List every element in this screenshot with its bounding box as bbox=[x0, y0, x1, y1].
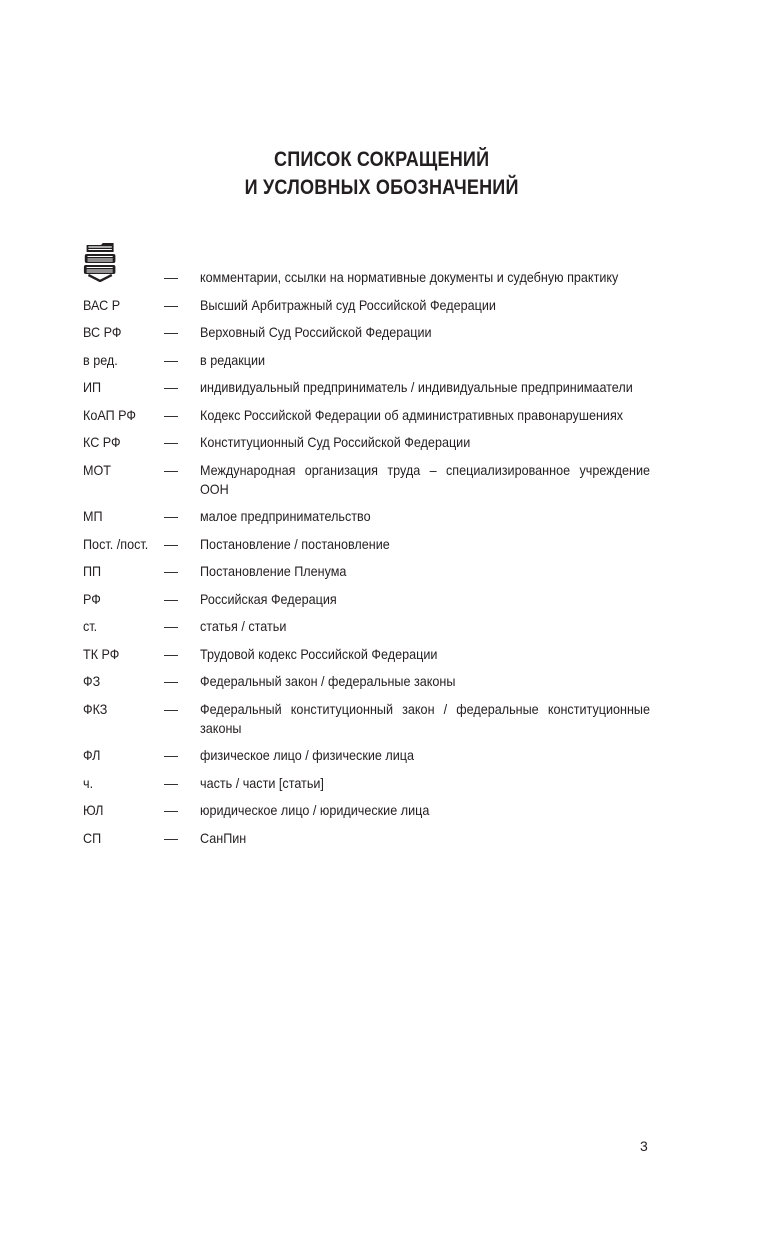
separator-dash: — bbox=[164, 296, 178, 313]
separator-dash: — bbox=[164, 535, 178, 552]
abbreviation-definition: юридическое лицо / юридические лица bbox=[200, 802, 430, 818]
abbreviation-definition: в редакции bbox=[200, 351, 266, 368]
abbreviation-list bbox=[83, 242, 650, 856]
separator-dash: — bbox=[164, 802, 178, 818]
abbreviation-term: ЮЛ bbox=[83, 802, 104, 818]
abbreviation-term: СП bbox=[83, 829, 102, 846]
abbreviation-term: ФКЗ bbox=[83, 700, 108, 717]
abbreviation-row bbox=[83, 562, 650, 581]
abbreviation-term: в ред. bbox=[83, 351, 118, 368]
abbreviation-term: ВАС Р bbox=[83, 296, 121, 313]
abbreviation-term: КоАП РФ bbox=[83, 406, 137, 423]
abbreviation-definition: Высший Арбитражный суд Российской Федерации bbox=[200, 296, 496, 313]
abbreviation-definition: Международная организация труда – специализированное учреждение ООН bbox=[200, 461, 650, 497]
abbreviation-definition: Постановление / постановление bbox=[200, 535, 390, 552]
abbreviation-definition: Российская Федерация bbox=[200, 590, 337, 607]
abbreviation-definition: Федеральный закон / федеральные законы bbox=[200, 673, 456, 689]
abbreviation-row bbox=[83, 433, 650, 452]
separator-dash: — bbox=[164, 645, 178, 662]
separator-dash: — bbox=[164, 269, 178, 285]
abbreviation-row bbox=[83, 746, 650, 765]
separator-dash: — bbox=[164, 406, 178, 423]
page-title-line-2: И УСЛОВНЫХ ОБОЗНАЧЕНИЙ bbox=[244, 176, 519, 200]
separator-dash: — bbox=[164, 379, 178, 395]
abbreviation-term: ИП bbox=[83, 379, 102, 395]
abbreviation-row bbox=[83, 617, 650, 636]
separator-dash: — bbox=[164, 434, 178, 450]
abbreviation-row bbox=[83, 801, 650, 820]
abbreviation-term: ТК РФ bbox=[83, 645, 120, 662]
separator-dash: — bbox=[164, 461, 178, 478]
separator-dash: — bbox=[164, 673, 178, 689]
abbreviation-row bbox=[83, 700, 650, 738]
abbreviation-term: Пост. /пост. bbox=[83, 535, 149, 552]
abbreviation-row bbox=[83, 774, 650, 793]
abbreviation-term: КС РФ bbox=[83, 434, 121, 450]
abbreviation-definition: комментарии, ссылки на нормативные документы и судебную практику bbox=[200, 269, 619, 285]
page-title bbox=[51, 146, 711, 202]
abbreviation-row bbox=[83, 406, 650, 425]
separator-dash: — bbox=[164, 563, 178, 579]
abbreviation-row bbox=[83, 590, 650, 609]
abbreviation-definition: Кодекс Российской Федерации об административных правонарушениях bbox=[200, 406, 624, 423]
abbreviation-row bbox=[83, 323, 650, 342]
page-number: 3 bbox=[640, 1138, 648, 1154]
abbreviation-definition: СанПин bbox=[200, 829, 247, 846]
abbreviation-row bbox=[83, 461, 650, 499]
abbreviation-definition: малое предпринимательство bbox=[200, 508, 371, 524]
abbreviation-definition: Трудовой кодекс Российской Федерации bbox=[200, 645, 438, 662]
abbreviation-row bbox=[83, 296, 650, 315]
abbreviation-definition: физическое лицо / физические лица bbox=[200, 747, 415, 763]
abbreviation-row bbox=[83, 378, 650, 397]
abbreviation-term: ч. bbox=[83, 774, 94, 791]
separator-dash: — bbox=[164, 351, 178, 368]
abbreviation-term: РФ bbox=[83, 590, 101, 607]
abbreviation-term: ФЗ bbox=[83, 673, 101, 689]
separator-dash: — bbox=[164, 508, 178, 524]
abbreviation-term: ст. bbox=[83, 618, 98, 634]
separator-dash: — bbox=[164, 774, 178, 791]
abbreviation-definition: Постановление Пленума bbox=[200, 563, 347, 579]
separator-dash: — bbox=[164, 324, 178, 340]
abbreviation-row bbox=[83, 507, 650, 526]
abbreviation-definition: статья / статьи bbox=[200, 618, 287, 634]
separator-dash: — bbox=[164, 618, 178, 634]
abbreviation-term: МП bbox=[83, 508, 103, 524]
separator-dash: — bbox=[164, 700, 178, 717]
abbreviation-term: ПП bbox=[83, 563, 102, 579]
separator-dash: — bbox=[164, 747, 178, 763]
page-title-line-1: СПИСОК СОКРАЩЕНИЙ bbox=[273, 148, 490, 172]
abbreviation-term: МОТ bbox=[83, 461, 111, 478]
abbreviation-row bbox=[83, 672, 650, 691]
abbreviation-row bbox=[83, 645, 650, 664]
separator-dash: — bbox=[164, 590, 178, 607]
abbreviation-row bbox=[83, 351, 650, 370]
books-stack-icon bbox=[83, 242, 159, 282]
abbreviation-definition: индивидуальный предприниматель / индивидуальные предпринимаатели bbox=[200, 379, 633, 395]
abbreviation-row bbox=[83, 829, 650, 848]
abbreviation-row bbox=[83, 535, 650, 554]
abbreviation-term: ФЛ bbox=[83, 747, 101, 763]
abbreviation-term: ВС РФ bbox=[83, 324, 122, 340]
separator-dash: — bbox=[164, 829, 178, 846]
abbreviation-definition: Конституционный Суд Российской Федерации bbox=[200, 434, 471, 450]
abbreviation-row bbox=[83, 242, 650, 287]
abbreviation-definition: Верховный Суд Российской Федерации bbox=[200, 324, 432, 340]
abbreviation-definition: часть / части [статьи] bbox=[200, 774, 324, 791]
abbreviation-definition: Федеральный конституционный закон / федеральные конституционные законы bbox=[200, 700, 650, 736]
